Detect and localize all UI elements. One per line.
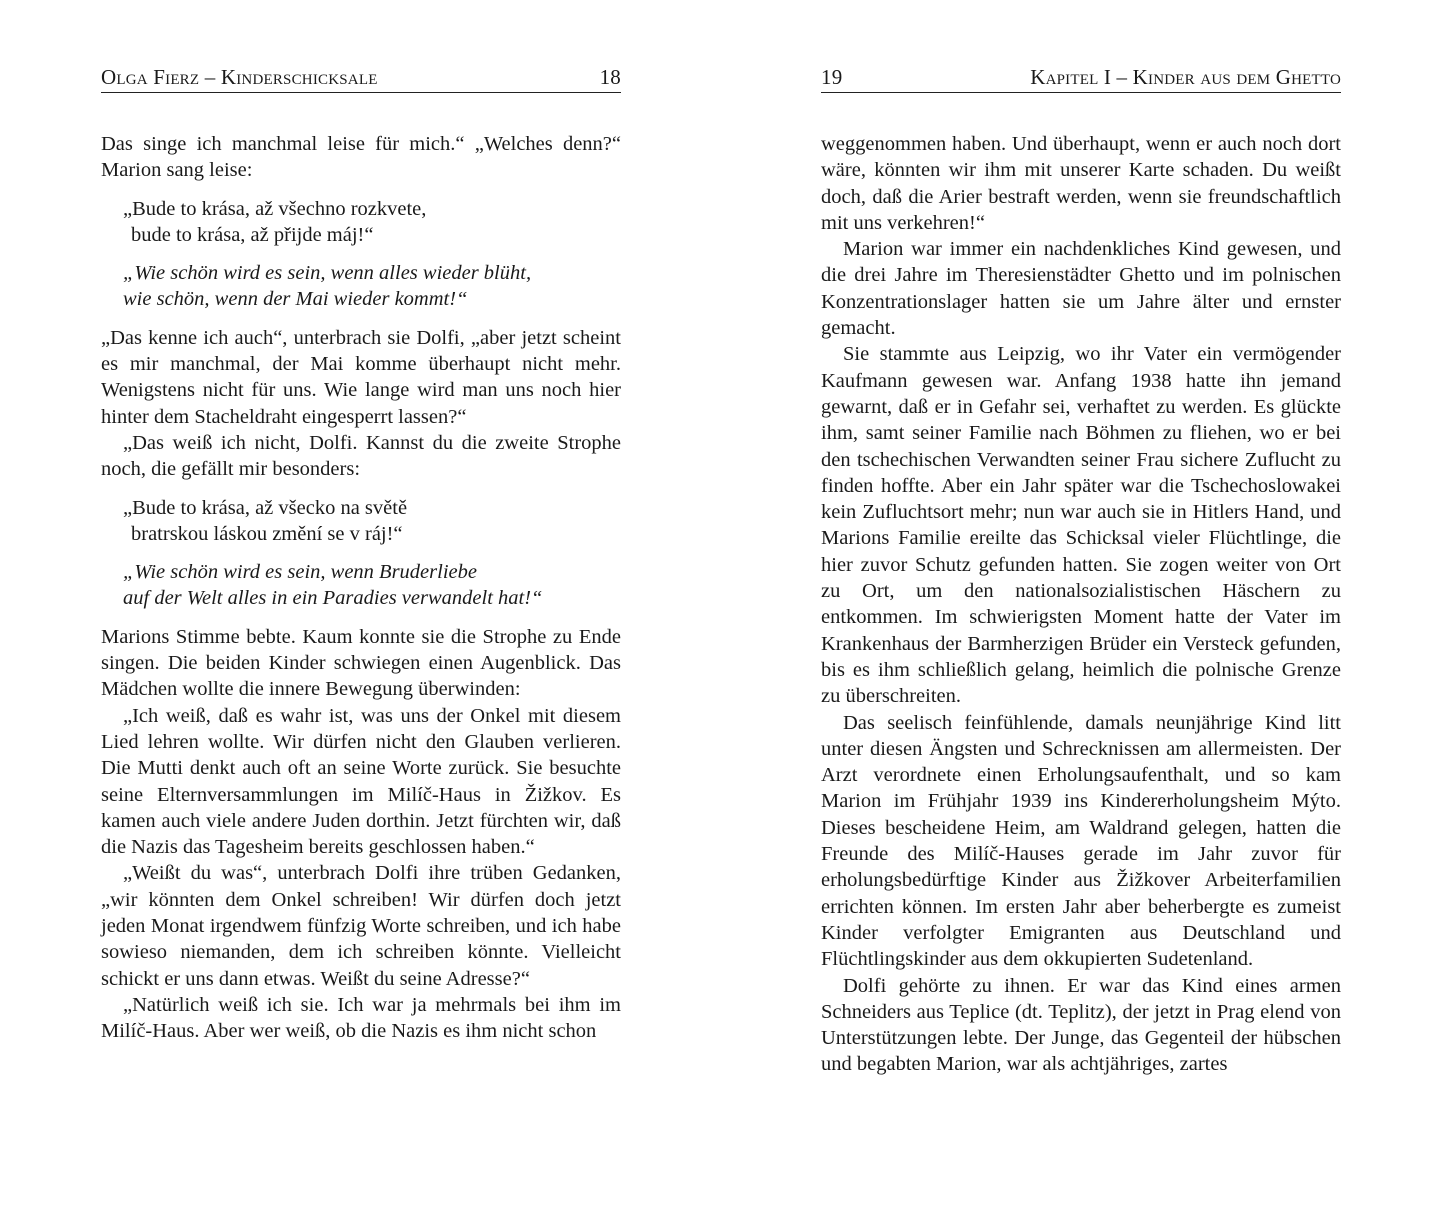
page-number-right: 19 <box>821 65 843 89</box>
verse-czech-1 <box>123 196 621 249</box>
paragraph: Sie stammte aus Leipzig, wo ihr Vater ein vermögender Kaufmann gewesen war. Anfang 1938 hatte ihn jemand gewarnt, daß er in Gefahr sei, verhaftet zu werden. Es glückte ihm, samt seiner Familie nach Böhmen zu fliehen, wo er bei den tschechischen Verwandten seiner Frau sichere Zuflucht zu finden hoffte. Aber ein Jahr später war die Tschechoslowakei kein Zufluchtsort mehr; nun war auch sie in Hitlers Hand, und Marions Familie ereilte das Schicksal vieler Flüchtlinge, die hier zuvor Schutz gefunden hatten. Sie zogen weiter von Ort zu Ort, um den nationalsozialistischen Häschern zu entkommen. Im schwierigsten Moment hatte der Vater im Krankenhaus der Barmherzigen Brüder ein Versteck gefunden, bis es ihm schließlich gelang, heimlich die polnische Grenze zu überschreiten. <box>821 343 1341 708</box>
running-title-left: Olga Fierz – Kinderschicksale <box>101 65 378 89</box>
right-page <box>821 0 1341 1211</box>
left-page <box>101 0 621 1211</box>
verse-line: „Bude to krása, až všechno rozkvete, <box>123 197 427 220</box>
verse-line: auf der Welt alles in ein Paradies verwandelt hat!“ <box>123 587 543 610</box>
paragraph: Dolfi gehörte zu ihnen. Er war das Kind eines armen Schneiders aus Teplice (dt. Teplitz), der jetzt in Prag elend von Unterstützungen lebte. Der Junge, das Gegenteil der hübschen und begabten Marion, war als achtjähriges, zartes <box>821 974 1341 1076</box>
paragraph: „Weißt du was“, unterbrach Dolfi ihre trüben Gedanken, „wir könnten dem Onkel schreiben! Wir dürfen doch jetzt jeden Monat irgendwem fünfzig Worte schreiben, und ich habe sowieso niemanden, dem ich schreiben könnte. Vielleicht schickt er uns dann etwas. Weißt du seine Adresse?“ <box>101 862 621 990</box>
paragraph: Das singe ich manchmal leise für mich.“ „Welches denn?“ Marion sang leise: <box>101 133 621 182</box>
running-head-right <box>821 60 1341 93</box>
verse-german-2 <box>123 559 621 612</box>
verse-line: wie schön, wenn der Mai wieder kommt!“ <box>123 288 468 311</box>
verse-line: „Bude to krása, až všecko na světě <box>123 496 408 519</box>
verse-line: „Wie schön wird es sein, wenn Bruderliebe <box>123 561 477 584</box>
verse-line: bratrskou láskou změní se v ráj!“ <box>131 522 403 545</box>
paragraph: Marion war immer ein nachdenkliches Kind gewesen, und die drei Jahre im Theresienstädter Ghetto und im polnischen Konzentrationslager hatten sie um Jahre älter und ernster gemacht. <box>821 238 1341 340</box>
page-number-left: 18 <box>599 65 621 89</box>
verse-czech-2 <box>123 495 621 548</box>
paragraph: „Das weiß ich nicht, Dolfi. Kannst du die zweite Strophe noch, die gefällt mir besonders: <box>101 431 621 481</box>
body-text-left <box>101 131 621 1045</box>
paragraph: weggenommen haben. Und überhaupt, wenn er auch noch dort wäre, könnten wir ihm mit unserer Karte schaden. Du weißt doch, daß die Arier bestraft werden, wenn sie freundschaftlich mit uns verkehren!“ <box>821 133 1341 234</box>
paragraph: „Natürlich weiß ich sie. Ich war ja mehrmals bei ihm im Milíč-Haus. Aber wer weiß, ob die Nazis es ihm nicht schon <box>101 993 621 1043</box>
verse-line: bude to krása, až přijde máj!“ <box>131 223 374 246</box>
paragraph: „Das kenne ich auch“, unterbrach sie Dolfi, „aber jetzt scheint es mir manchmal, der Mai komme überhaupt nicht mehr. Wenigstens nicht für uns. Wie lange wird man uns noch hier hinter dem Stacheldraht eingesperrt lassen?“ <box>101 326 621 428</box>
running-head-left <box>101 60 621 93</box>
paragraph: Marions Stimme bebte. Kaum konnte sie die Strophe zu Ende singen. Die beiden Kinder schwiegen einen Augenblick. Das Mädchen wollte die innere Bewegung überwinden: <box>101 625 621 701</box>
verse-line: „Wie schön wird es sein, wenn alles wieder blüht, <box>123 262 532 285</box>
running-title-right: Kapitel I – Kinder aus dem Ghetto <box>1030 65 1341 89</box>
paragraph: Das seelisch feinfühlende, damals neunjährige Kind litt unter diesen Ängsten und Schrecknissen am allermeisten. Der Arzt verordnete einen Erholungsaufenthalt, und so kam Marion im Frühjahr 1939 ins Kindererholungsheim Mýto. Dieses bescheidene Heim, am Waldrand gelegen, hatten die Freunde des Milíč-Hauses gerade im Jahr zuvor für erholungsbedürftige Kinder aus Žižkover Arbeiterfamilien errichten können. Im ersten Jahr aber beherbergte es zumeist Kinder verfolgter Emigranten aus Deutschland und Flüchtlingskinder aus dem okkupierten Sudetenland. <box>821 711 1341 971</box>
paragraph: „Ich weiß, daß es wahr ist, was uns der Onkel mit diesem Lied lehren wollte. Wir dürfen nicht den Glauben verlieren. Die Mutti denkt auch oft an seine Worte zurück. Sie besuchte seine Elternversammlungen im Milíč-Haus in Žižkov. Es kamen auch viele andere Juden dorthin. Jetzt fürchten wir, daß die Nazis das Tagesheim bereits geschlossen haben.“ <box>101 704 621 859</box>
body-text-right <box>821 131 1341 1078</box>
verse-german-1 <box>123 260 621 313</box>
